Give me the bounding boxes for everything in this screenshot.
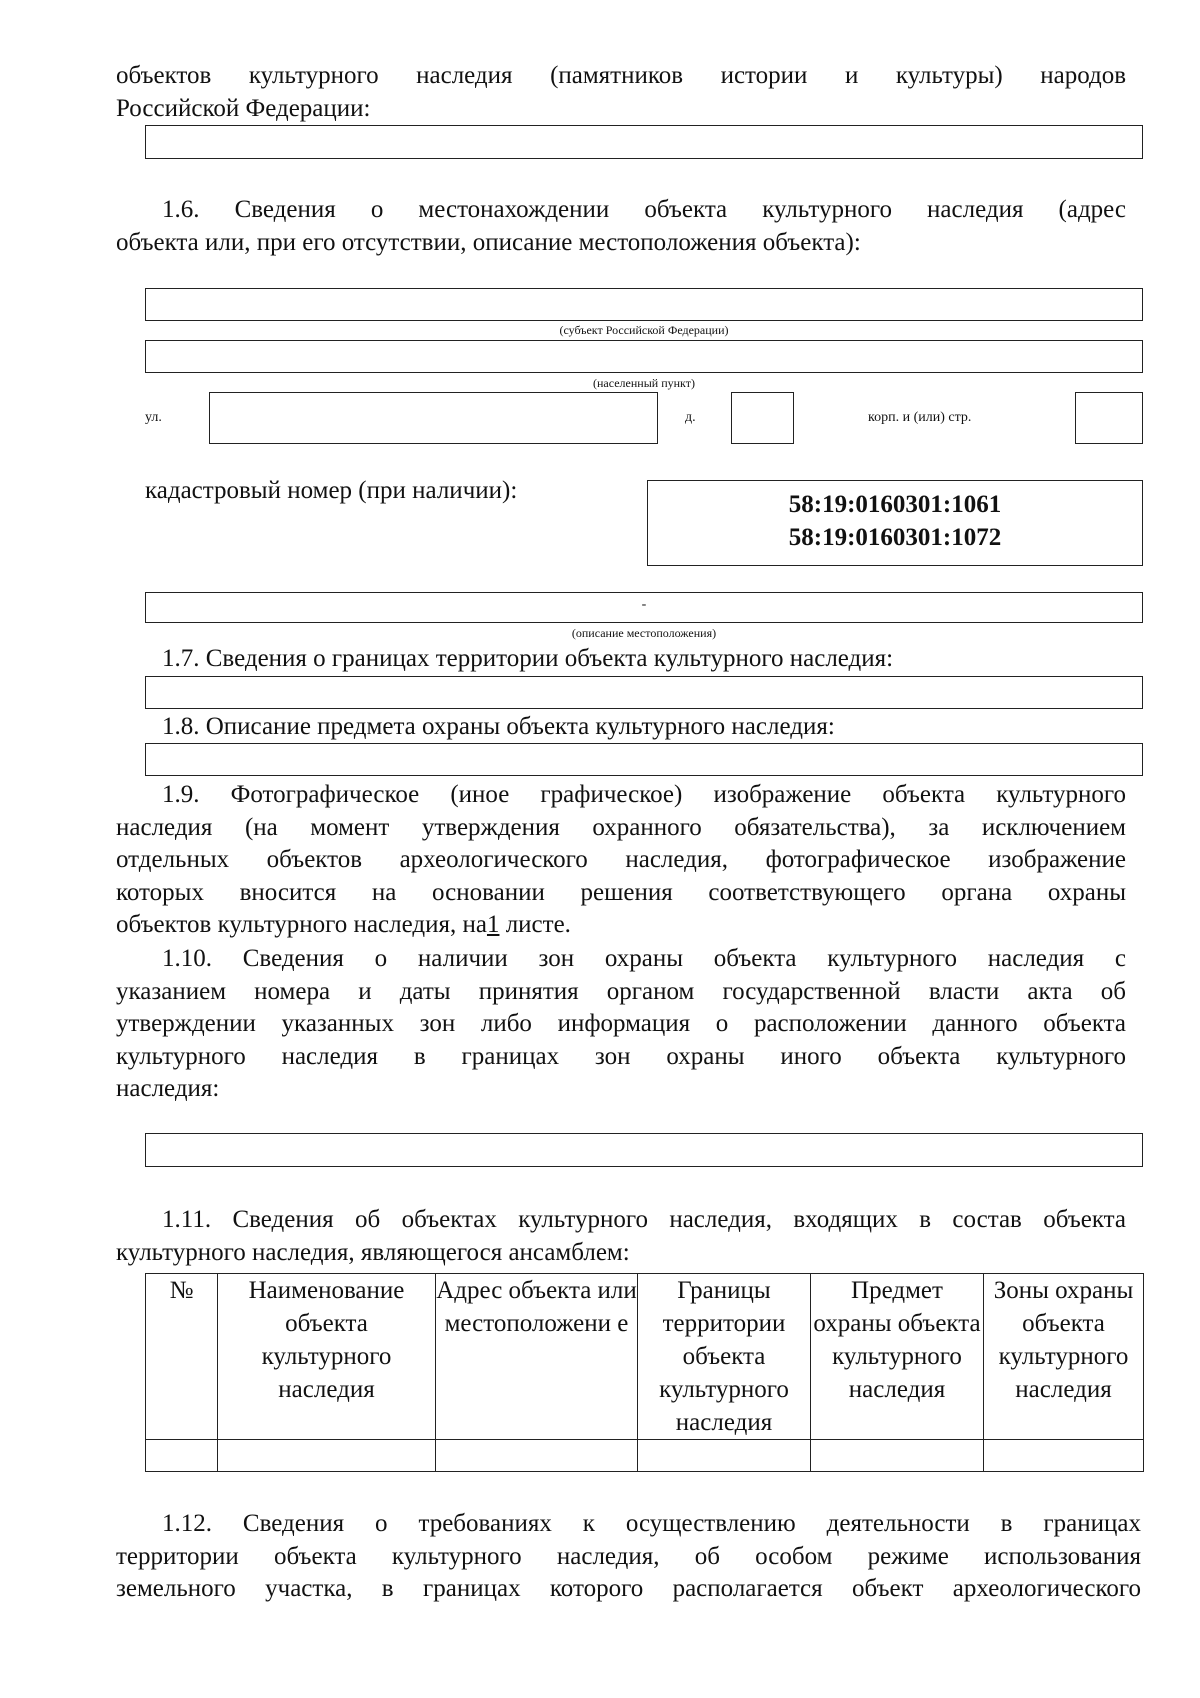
intro-paragraph (116, 60, 1126, 125)
protection-zones-field[interactable] (145, 1133, 1143, 1167)
table-header-row (146, 1274, 1144, 1440)
section-1-11-heading (116, 1204, 1126, 1269)
column-header-name: Наименование объекта культурного наследия (218, 1274, 436, 1440)
cadastral-label: кадастровый номер (при наличии): (145, 477, 518, 504)
house-field[interactable] (731, 392, 794, 444)
section-1-10-line-1: 1.10. Сведения о наличии зон охраны объекта культурного наследия с (162, 945, 1126, 972)
section-1-10-line-5: наследия: (116, 1075, 220, 1102)
section-1-12-line-1: 1.12. Сведения о требованиях к осуществлению деятельности в границах (162, 1510, 1141, 1537)
section-1-9-paragraph (116, 779, 1126, 942)
ensemble-objects-table (145, 1273, 1144, 1472)
section-1-9-line-3: отдельных объектов археологического наследия, фотографическое изображение (116, 846, 1126, 873)
section-1-11-line-2: культурного наследия, являющегося ансамблем: (116, 1238, 630, 1266)
table-cell-protection-subject[interactable] (811, 1440, 984, 1472)
settlement-field[interactable] (145, 340, 1143, 373)
section-1-12-line-3: земельного участка, в границах которого располагается объект археологического (116, 1575, 1141, 1602)
territory-boundaries-field[interactable] (145, 676, 1143, 709)
sheet-count: 1 (486, 911, 500, 938)
cadastral-number-2: 58:19:0160301:1072 (788, 524, 1002, 551)
section-1-7-heading: 1.7. Сведения о границах территории объекта культурного наследия: (162, 645, 894, 672)
building-field[interactable] (1075, 392, 1143, 444)
section-1-9-line-5-start: объектов культурного наследия, на (116, 911, 487, 938)
section-1-9-line-1: 1.9. Фотографическое (иное графическое) изображение объекта культурного (162, 781, 1126, 808)
table-cell-protection-zones[interactable] (984, 1440, 1144, 1472)
settlement-caption: (населенный пункт) (593, 376, 695, 390)
section-1-10-line-3: утверждении указанных зон либо информация о расположении данного объекта (116, 1010, 1126, 1037)
section-1-9-line-5-end: листе. (499, 911, 571, 938)
section-1-6-line-1: 1.6. Сведения о местонахождении объекта культурного наследия (адрес (162, 196, 1126, 223)
intro-line-2: Российской Федерации: (116, 94, 371, 122)
building-label: корп. и (или) стр. (868, 410, 972, 425)
column-header-protection-zones: Зоны охраны объекта культурного наследия (984, 1274, 1144, 1440)
section-1-10-line-2: указанием номера и даты принятия органом государственной власти акта об (116, 977, 1126, 1005)
table-cell-boundaries[interactable] (638, 1440, 811, 1472)
street-field[interactable] (209, 392, 658, 444)
column-header-boundaries: Границы территории объекта культурного наследия (638, 1274, 811, 1440)
column-header-protection-subject: Предмет охраны объекта культурного наследия (811, 1274, 984, 1440)
column-header-number: № (146, 1274, 218, 1440)
column-header-address: Адрес объекта или местоположени е (436, 1274, 638, 1440)
location-description-value: - (641, 597, 647, 612)
intro-line-1: объектов культурного наследия (памятников истории и культуры) народов (116, 62, 1126, 89)
cadastral-number-1: 58:19:0160301:1061 (788, 491, 1002, 518)
registry-number-field[interactable] (145, 125, 1143, 159)
protection-subject-field[interactable] (145, 743, 1143, 776)
section-1-12-line-2: территории объекта культурного наследия, об особом режиме использования (116, 1542, 1141, 1570)
section-1-6-heading (116, 194, 1126, 259)
section-1-10-paragraph (116, 943, 1126, 1106)
section-1-9-line-2: наследия (на момент утверждения охранного обязательства), за исключением (116, 813, 1126, 841)
table-row (146, 1440, 1144, 1472)
subject-field[interactable] (145, 288, 1143, 321)
subject-caption: (субъект Российской Федерации) (559, 323, 729, 337)
location-caption: (описание местоположения) (571, 626, 717, 640)
house-label: д. (685, 410, 696, 425)
table-cell-number[interactable] (146, 1440, 218, 1472)
section-1-9-line-5 (116, 909, 1126, 942)
section-1-10-line-4: культурного наследия в границах зон охраны иного объекта культурного (116, 1042, 1126, 1070)
section-1-9-line-4: которых вносится на основании решения соответствующего органа охраны (116, 878, 1126, 906)
section-1-6-line-2: объекта или, при его отсутствии, описание местоположения объекта): (116, 228, 861, 256)
section-1-11-line-1: 1.11. Сведения об объектах культурного наследия, входящих в состав объекта (162, 1206, 1126, 1233)
section-1-12-paragraph (116, 1508, 1141, 1606)
street-label: ул. (145, 410, 162, 425)
section-1-8-heading: 1.8. Описание предмета охраны объекта культурного наследия: (162, 713, 835, 740)
table-cell-address[interactable] (436, 1440, 638, 1472)
table-cell-name[interactable] (218, 1440, 436, 1472)
